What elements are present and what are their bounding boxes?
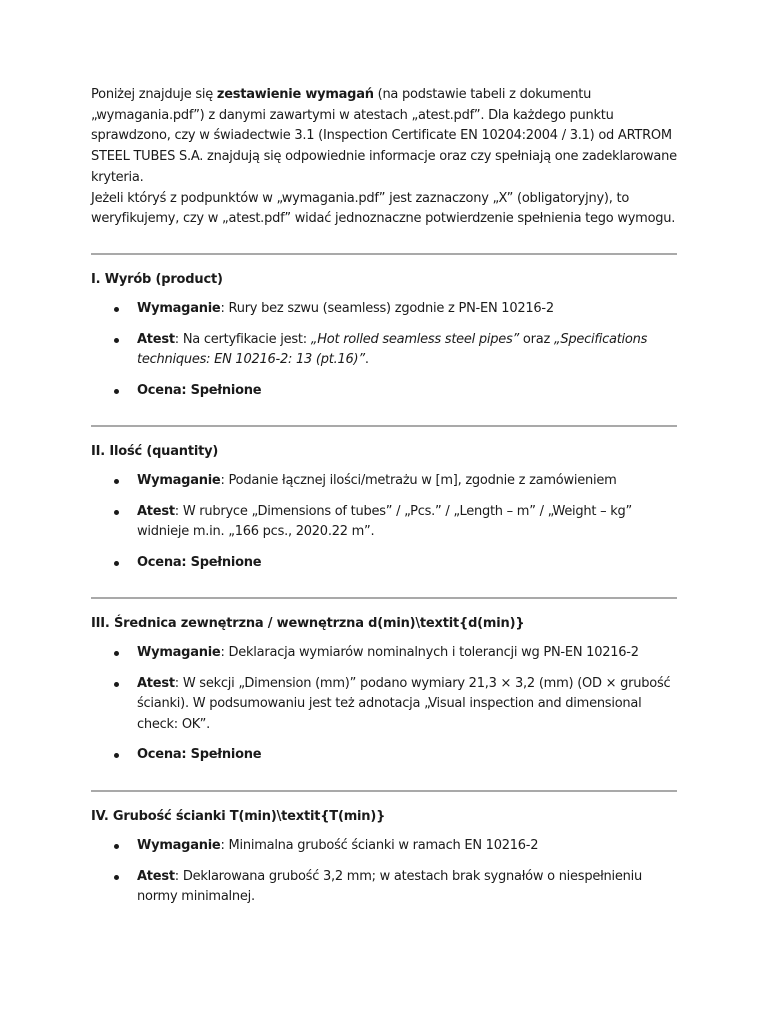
section-title: I. Wyrób (product) [91, 272, 223, 287]
wymaganie-text: Rury bez szwu (seamless) zgodnie z PN-EN 10216-2 [228, 301, 554, 316]
wymaganie-text: Minimalna grubość ścianki w ramach EN 10216-2 [228, 838, 539, 853]
list-item-wymaganie [91, 836, 681, 857]
label-wymaganie: Wymaganie [137, 473, 221, 488]
colon: : [220, 645, 229, 660]
section-wall-thickness [91, 807, 681, 908]
atest-text: Deklarowana grubość 3,2 mm; w atestach brak sygnałów o niespełnieniu normy minimalnej. [137, 868, 642, 904]
atest-text: W rubryce „Dimensions of tubes” / „Pcs.” / „Length – m” / „Weight – kg” widnieje m.in. „166 pcs., 2020.22 m”. [137, 503, 633, 539]
list-item-atest [91, 502, 681, 543]
colon: : [220, 301, 229, 316]
colon: : [220, 838, 229, 853]
section-diameter [91, 614, 681, 766]
ocena-text: Ocena: Spełnione [137, 747, 262, 762]
colon: : [174, 503, 183, 519]
intro-text-c: (na podstawie tabeli z dokumentu „wymagania.pdf”) z danymi zawartymi w atestach „atest.pdf”. Dla każdego punktu sprawdzono, czy w świadectwie 3.1 (Inspection Certificate EN 10204:2004 / 3.1) od ARTROM STEEL TUBES S.A. znajdują się odpowiednie informacje oraz czy spełniają one zadeklarowane kryteria. [91, 87, 677, 185]
colon: : [220, 473, 229, 488]
intro-paragraph-2: Jeżeli któryś z podpunktów w „wymagania.pdf” jest zaznaczony „X” (obligatoryjny), to weryfikujemy, czy w „atest.pdf” widać jednoznaczne potwierdzenie spełnienia tego wymogu. [91, 190, 676, 227]
label-atest: Atest [137, 503, 175, 519]
colon: : [174, 675, 183, 691]
label-wymaganie: Wymaganie [137, 301, 221, 316]
wymaganie-text: Deklaracja wymiarów nominalnych i tolerancji wg PN-EN 10216-2 [228, 645, 639, 660]
ocena-text: Ocena: Spełnione [137, 554, 262, 570]
label-wymaganie: Wymaganie [137, 838, 221, 853]
list-item-ocena [91, 553, 681, 574]
list-item-atest [91, 674, 681, 736]
list-item-atest [91, 867, 681, 908]
intro-bold-phrase: zestawienie wymagań [216, 87, 374, 102]
label-atest: Atest [137, 675, 175, 691]
divider [91, 790, 677, 792]
section-quantity [91, 442, 681, 573]
label-atest: Atest [137, 868, 175, 884]
intro-paragraph-1 [91, 85, 681, 189]
atest-quote-2: „Specifications techniques: EN 10216-2: 13 (pt.16)” [137, 331, 648, 367]
list-item-wymaganie [91, 643, 681, 664]
atest-text: W sekcji „Dimension (mm)” podano wymiary 21,3 × 3,2 (mm) (OD × grubość ścianki). W podsumowaniu jest też adnotacja „Visual inspection and dimensional check: OK”. [137, 675, 671, 732]
section-title: II. Ilość (quantity) [91, 444, 219, 459]
atest-text: Na certyfikacie jest: [182, 331, 311, 347]
divider [91, 425, 677, 427]
section-list [91, 836, 681, 908]
section-title: III. Średnica zewnętrzna / wewnętrzna d(min)\textit{d(min)} [91, 616, 525, 631]
colon: : [174, 331, 183, 347]
list-item-atest [91, 330, 681, 371]
list-item-wymaganie [91, 299, 681, 320]
wymaganie-text: Podanie łącznej ilości/metrażu w [m], zgodnie z zamówieniem [228, 473, 617, 488]
atest-text: oraz [519, 331, 554, 347]
intro-text [91, 85, 681, 230]
ocena-text: Ocena: Spełnione [137, 382, 262, 398]
section-list [91, 643, 681, 766]
list-item-wymaganie [91, 471, 681, 492]
intro-text-a: Poniżej znajduje się [91, 87, 217, 102]
section-title: IV. Grubość ścianki T(min)\textit{T(min)} [91, 809, 386, 824]
atest-quote-1: „Hot rolled seamless steel pipes” [310, 331, 520, 347]
section-product [91, 270, 681, 401]
label-wymaganie: Wymaganie [137, 645, 221, 660]
colon: : [174, 868, 183, 884]
divider [91, 253, 677, 255]
label-atest: Atest [137, 331, 175, 347]
section-list [91, 299, 681, 401]
atest-text: . [364, 352, 369, 367]
list-item-ocena [91, 381, 681, 402]
list-item-ocena [91, 745, 681, 766]
section-list [91, 471, 681, 573]
divider [91, 597, 677, 599]
